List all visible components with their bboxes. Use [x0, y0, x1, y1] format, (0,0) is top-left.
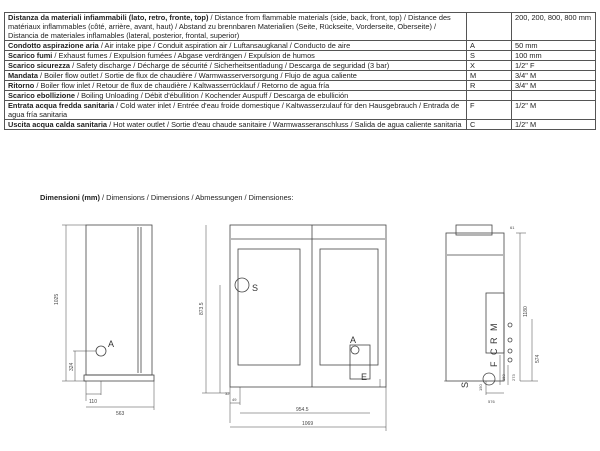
dim-height-m: 1180 — [523, 306, 529, 317]
label-m: M — [489, 323, 499, 331]
spec-title: Ritorno — [8, 81, 35, 90]
side-view-drawing — [62, 225, 154, 410]
spec-translations: / Boiler flow inlet / Retour de flux de chaudière / Kaltwasserrücklauf / Retorno de agua fría — [34, 81, 330, 90]
spec-value: 3/4" M — [512, 71, 596, 81]
spec-code: F — [467, 101, 512, 120]
spec-title: Condotto aspirazione aria — [8, 41, 99, 50]
spec-row — [5, 41, 596, 51]
label-s: S — [460, 381, 470, 388]
spec-description — [5, 101, 467, 120]
label-a: A — [350, 335, 357, 345]
spec-title: Mandata — [8, 71, 38, 80]
dim-height-e: 32 — [225, 391, 230, 396]
spec-translations: / Safety discharge / Décharge de sécurité / Sicherheitsentladung / Descarga de seguridad (3 bar) — [70, 61, 390, 70]
dim-width-total: 1069 — [302, 421, 314, 427]
dimension-drawings — [0, 205, 600, 451]
dim-height-a: 324 — [69, 362, 75, 371]
spec-value: 200, 200, 800, 800 mm — [512, 13, 596, 41]
spec-code: A — [467, 41, 512, 51]
spec-title: Uscita acqua calda sanitaria — [8, 120, 108, 129]
dim-height-c: 273 — [511, 374, 516, 381]
spec-translations: / Distance from flammable materials (side, back, front, top) / Distance des matériaux inflammables (côté, arrière, avant, haut) / Abstand zu brennbaren Materialien (Seite, Rückseite, Vorderseite, Oberseite) / Distancia de materiales inflamables (lateral, posterior, frontal, superior) — [8, 13, 451, 40]
spec-row — [5, 81, 596, 91]
dim-width-mid: 954.5 — [296, 407, 309, 413]
spec-translations: / Air intake pipe / Conduit aspiration air / Luftansaugkanal / Conducto de aire — [98, 41, 351, 50]
spec-description — [5, 61, 467, 71]
spec-code: X — [467, 61, 512, 71]
spec-value: 1/2" M — [512, 120, 596, 130]
spec-row — [5, 101, 596, 120]
spec-row — [5, 71, 596, 81]
dim-width-s: 576 — [488, 399, 495, 404]
spec-row — [5, 51, 596, 61]
dim-width-left: 49 — [232, 397, 237, 402]
label-f: F — [489, 361, 499, 367]
spec-code: R — [467, 81, 512, 91]
spec-description — [5, 120, 467, 130]
dim-height-f: 150 — [501, 374, 506, 381]
spec-description — [5, 51, 467, 61]
spec-translations: / Cold water inlet / Entrée d'eau froide domestique / Kaltwasserzulauf für den Hausgebrauch / Entrada de agua fría sanitaria — [8, 101, 460, 119]
spec-row — [5, 91, 596, 101]
spec-row — [5, 61, 596, 71]
dim-height-s: 150 — [478, 384, 483, 391]
spec-translations: / Exhaust fumes / Expulsion fumées / Abgase verdrängen / Expulsion de humos — [52, 51, 315, 60]
dimensions-caption: Dimensioni (mm) / Dimensions / Dimensions / Abmessungen / Dimensiones: — [40, 193, 294, 202]
spec-translations: / Boiling Unloading / Débit d'ébullition / Kochender Auspuff / Descarga de ebullición — [74, 91, 349, 100]
spec-code: C — [467, 120, 512, 130]
spec-title: Distanza da materiali infiammabili (lato, retro, fronte, top) — [8, 13, 209, 22]
spec-description — [5, 81, 467, 91]
label-c: C — [489, 348, 499, 355]
spec-row — [5, 13, 596, 41]
spec-value: 1/2" M — [512, 101, 596, 120]
dim-width-total: 563 — [116, 411, 125, 417]
dim-height-total: 1025 — [54, 293, 60, 305]
spec-translations: / Hot water outlet / Sortie d'eau chaude sanitaire / Warmwasseranschluss / Salida de agua caliente sanitaria — [107, 120, 462, 129]
spec-title: Scarico fumi — [8, 51, 53, 60]
spec-code: M — [467, 71, 512, 81]
label-s: S — [252, 283, 259, 293]
spec-title: Entrata acqua fredda sanitaria — [8, 101, 114, 110]
label-a: A — [108, 339, 115, 349]
spec-value: 3/4" M — [512, 81, 596, 91]
spec-value: 50 mm — [512, 41, 596, 51]
dim-top: 61 — [510, 225, 515, 230]
front-view-drawing — [202, 225, 386, 431]
dim-height-r: 574 — [535, 354, 541, 363]
spec-code — [467, 13, 512, 41]
spec-title: Scarico sicurezza — [8, 61, 71, 70]
spec-translations: / Boiler flow outlet / Sortie de flux de chaudière / Warmwasserversorgung / Flujo de agua caliente — [37, 71, 357, 80]
spec-description — [5, 41, 467, 51]
dim-height-s: 873.5 — [199, 302, 205, 315]
spec-value — [512, 91, 596, 101]
spec-code: S — [467, 51, 512, 61]
spec-title: Scarico ebollizione — [8, 91, 75, 100]
spec-description — [5, 91, 467, 101]
label-e: E — [361, 372, 368, 382]
label-r: R — [489, 337, 499, 344]
spec-description — [5, 13, 467, 41]
spec-code — [467, 91, 512, 101]
spec-value: 1/2" F — [512, 61, 596, 71]
spec-row — [5, 120, 596, 130]
dim-width-a: 110 — [89, 399, 97, 405]
spec-description — [5, 71, 467, 81]
spec-value: 100 mm — [512, 51, 596, 61]
specifications-table — [4, 12, 596, 130]
